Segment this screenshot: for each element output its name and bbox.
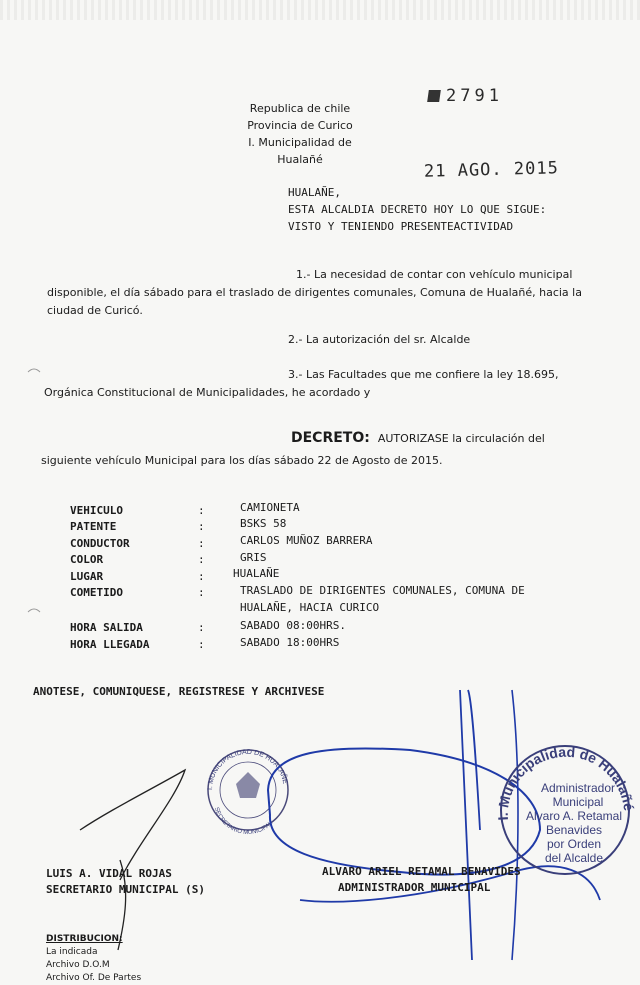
distribution-heading: DISTRIBUCION: [46,934,123,944]
letterhead-province: Provincia de Curico [247,119,353,132]
row-value: BSKS 58 [240,517,287,530]
stamp-line-5: por Orden [546,837,602,851]
row-colon: : [198,621,205,634]
row-label: PATENTE [70,520,117,533]
row-value: GRIS [240,551,267,564]
distribution-item: Archivo Of. De Partes [46,973,142,983]
decree-rest: siguiente vehículo Municipal para los días sábado 22 de Agosto de 2015. [41,454,443,467]
distribution-list [46,933,141,985]
row-label: HORA LLEGADA [70,638,150,651]
document-number-value: 2791 [446,86,503,106]
row-colon: : [198,638,205,651]
secretary-name: LUIS A. VIDAL ROJAS [46,867,172,880]
row-colon: : [198,586,205,599]
row-value: CARLOS MUÑOZ BARRERA [240,534,373,547]
consideration-3-rest: Orgánica Constitucional de Municipalidades, he acordado y [44,386,371,399]
intro-line-2: ESTA ALCALDIA DECRETO HOY LO QUE SIGUE: [288,203,547,216]
row-label: VEHICULO [70,504,123,517]
punch-mark [28,369,40,372]
row-colon: : [198,553,205,566]
distribution-item: Archivo D.O.M [46,960,110,970]
administrator-name: ALVARO ARIEL RETAMAL BENAVIDES [322,865,521,878]
secretary-signature [80,770,185,950]
administrator-title: ADMINISTRADOR MUNICIPAL [338,881,491,894]
row-colon: : [198,537,205,550]
stamp-line-4: Benavides [545,823,603,837]
administrator-signature-tail [512,690,518,960]
row-label: LUGAR [70,570,104,583]
date-stamp: 21 AGO. 2015 [423,158,560,182]
letterhead-municipality: I. Municipalidad de Hualañé [248,136,352,166]
row-label: CONDUCTOR [70,537,130,550]
row-value: HUALAÑE [233,567,280,580]
row-value: SABADO 08:00HRS. [240,619,346,632]
secretary-title: SECRETARIO MUNICIPAL (S) [46,883,205,896]
row-label: HORA SALIDA [70,621,143,634]
row-value: CAMIONETA [240,501,300,514]
secretary-seal [207,749,289,836]
consideration-1-rest: disponible, el día sábado para el traslado de dirigentes comunales, Comuna de Hualañé, hacia la ciudad de Curicó. [47,286,582,317]
decree-word: DECRETO: [291,430,370,446]
stamp-line-6: del Alcalde [544,851,604,865]
row-label: COLOR [70,553,104,566]
stamp-line-3: Alvaro A. Retamal [525,809,623,823]
consideration-2: 2.- La autorización del sr. Alcalde [288,333,471,346]
closing-formula: ANOTESE, COMUNIQUESE, REGISTRESE Y ARCHIVESE [33,685,325,698]
distribution-item: La indicada [46,947,98,957]
decree-first: AUTORIZASE la circulación del [377,432,545,445]
row-label: COMETIDO [70,586,123,599]
row-value: SABADO 18:00HRS [240,636,340,649]
row-value: TRASLADO DE DIRIGENTES COMUNALES, COMUNA DE [240,584,525,597]
row-value-continued: HUALAÑE, HACIA CURICO [240,601,380,614]
letterhead-country: Republica de chile [249,102,351,115]
stamp-line-2: Municipal [552,795,604,809]
row-colon: : [198,520,205,533]
consideration-1-first: 1.- La necesidad de contar con vehículo municipal [296,268,573,281]
intro-place: HUALAÑE, [288,186,341,199]
secretary-seal-bottom: SECRETARIO MUNICIPAL [212,806,274,837]
punch-mark [28,609,40,612]
stamp-line-1: Administrador [540,781,616,795]
consideration-3-first: 3.- Las Facultades que me confiere la ley 18.695, [288,368,559,381]
intro-line-3: VISTO Y TENIENDO PRESENTEACTIVIDAD [288,220,514,233]
secretary-seal-ring: I. MUNICIPALIDAD DE HUALAÑE [206,748,289,791]
row-colon: : [198,570,205,583]
row-colon: : [198,504,205,517]
administrator-stamp-ring: I. Municipalidad de Hualañé [494,743,638,821]
administrator-stamp [495,744,637,874]
